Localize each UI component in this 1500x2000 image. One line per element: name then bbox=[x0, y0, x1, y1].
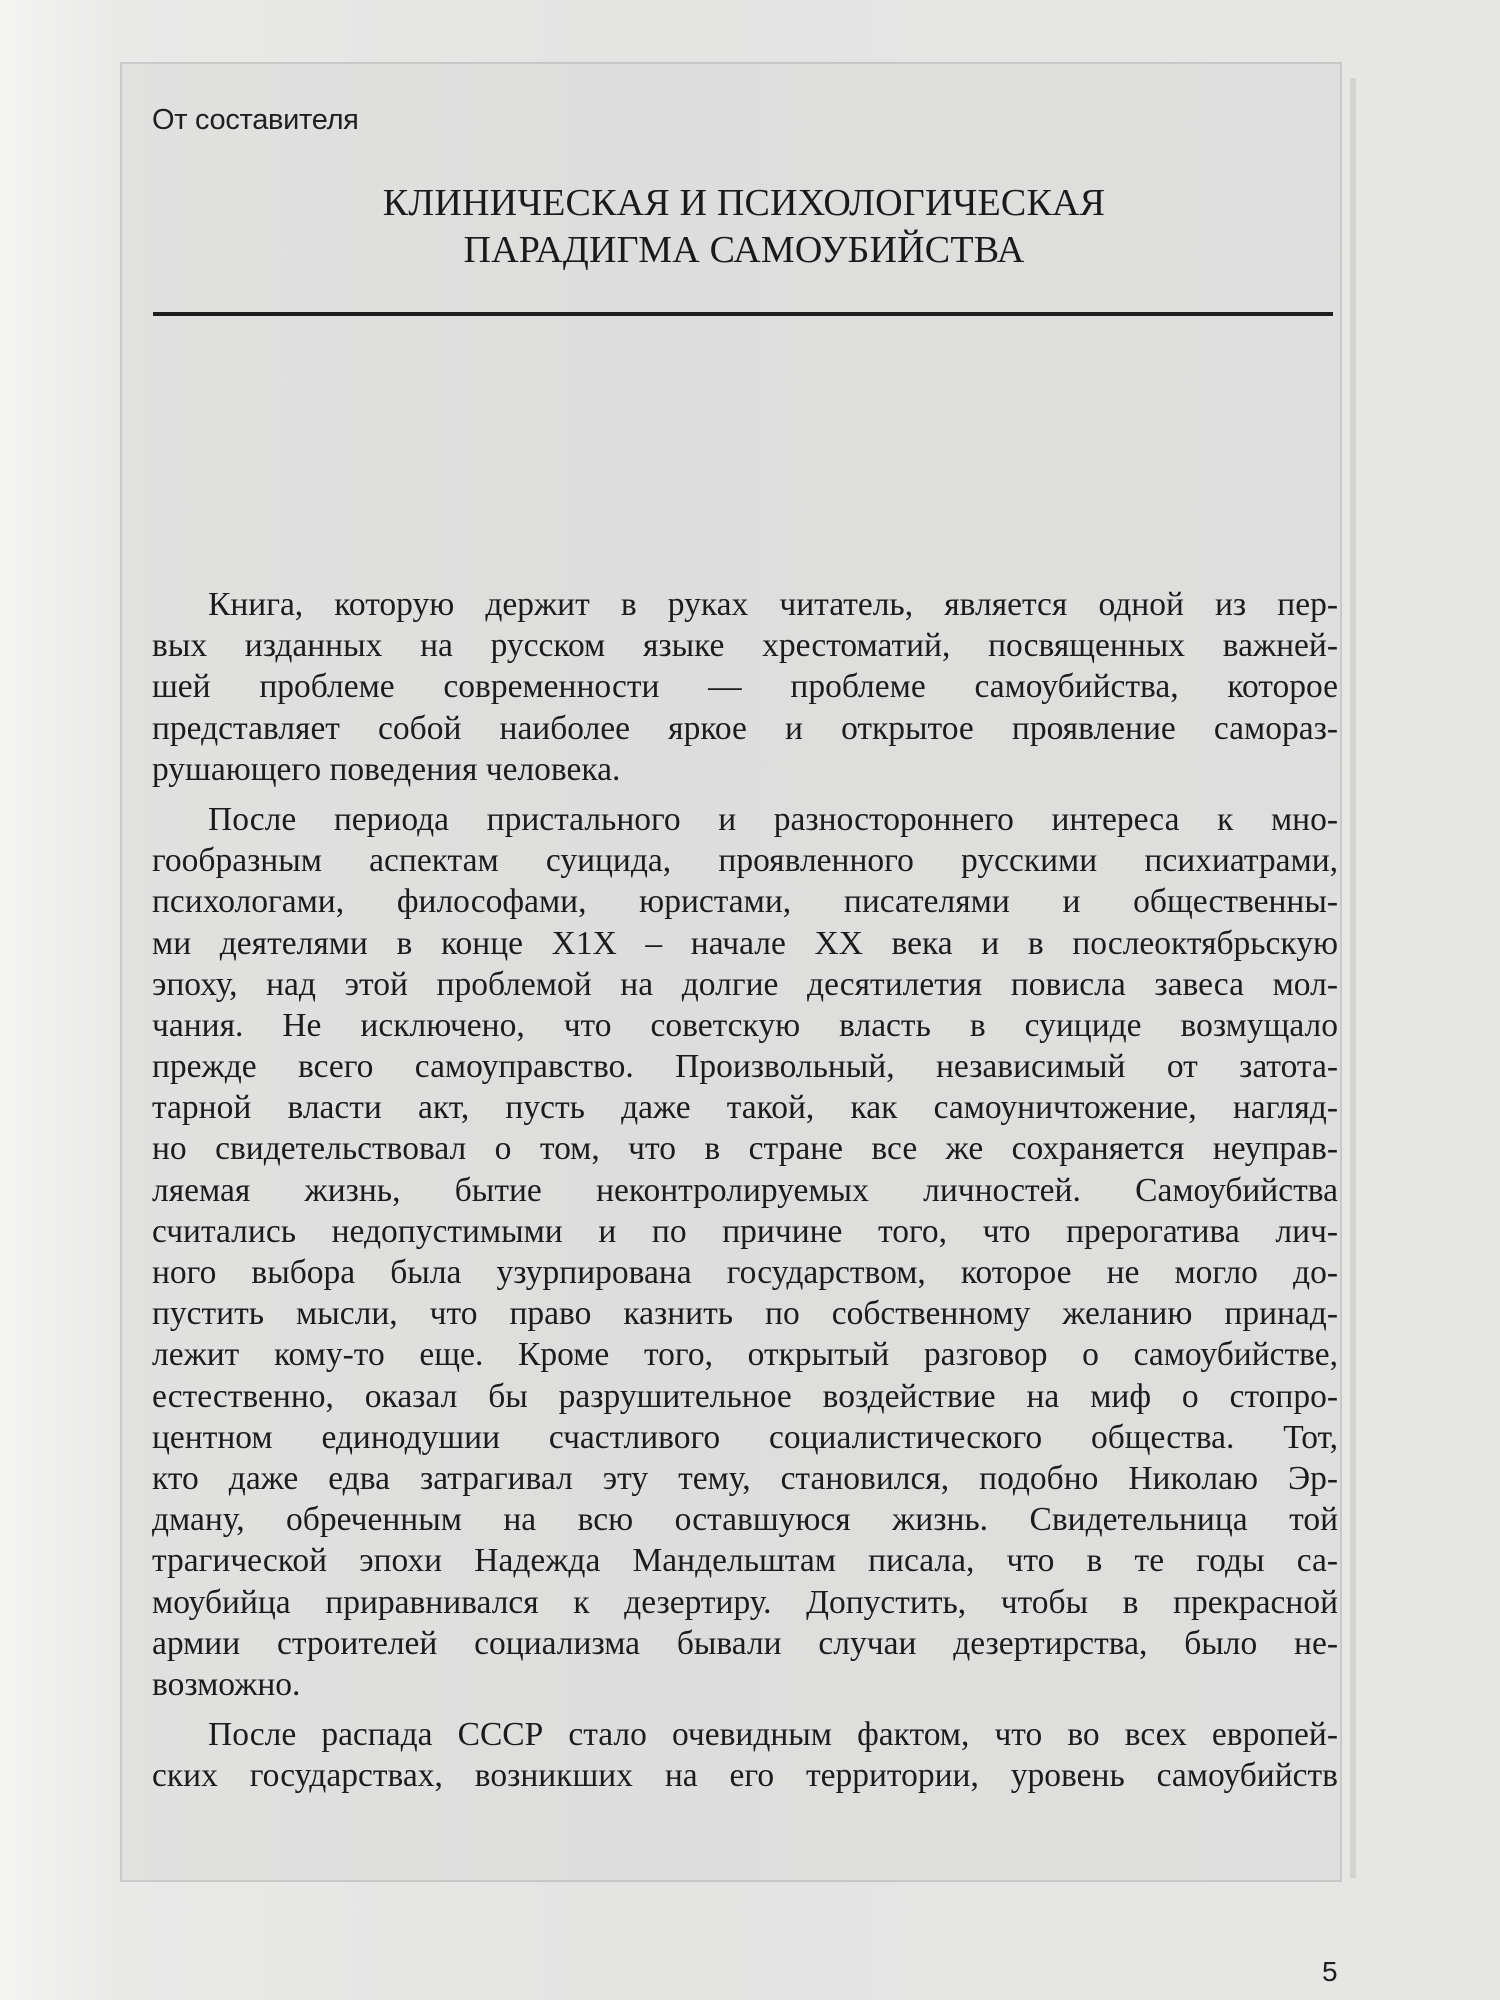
paragraph-gap bbox=[152, 790, 1338, 799]
text-line: лежит кому-то еще. Кроме того, открытый разговор о самоубийстве, bbox=[152, 1336, 1338, 1374]
text-line: После периода пристального и разностороннего интереса к мно- bbox=[208, 800, 1338, 838]
text-line: моубийца приравнивался к дезертиру. Допустить, чтобы в прекрасной bbox=[152, 1583, 1338, 1621]
text-line: ляемая жизнь, бытие неконтролируемых личностей. Самоубийства bbox=[152, 1171, 1338, 1209]
paragraph bbox=[152, 799, 1338, 1705]
paragraph-gap bbox=[152, 1705, 1338, 1714]
text-line: центном единодушии счастливого социалистического общества. Тот, bbox=[152, 1418, 1338, 1456]
text-line: представляет собой наиболее яркое и открытое проявление самораз- bbox=[152, 709, 1338, 747]
text-line: психологами, философами, юристами, писателями и общественны- bbox=[152, 883, 1338, 921]
text-line: гообразным аспектам суицида, проявленного русскими психиатрами, bbox=[152, 842, 1338, 880]
text-line: ских государствах, возникших на его территории, уровень самоубийств bbox=[152, 1757, 1338, 1795]
text-line: После распада СССР стало очевидным фактом, что во всех европей- bbox=[208, 1716, 1338, 1754]
text-line: естественно, оказал бы разрушительное воздействие на миф о стопро- bbox=[152, 1377, 1338, 1415]
page-number: 5 bbox=[1322, 1956, 1338, 1987]
chapter-title-line: КЛИНИЧЕСКАЯ И ПСИХОЛОГИЧЕСКАЯ bbox=[382, 182, 1106, 224]
text-line: ного выбора была узурпирована государством, которое не могло до- bbox=[152, 1254, 1338, 1291]
text-line: возможно. bbox=[152, 1665, 301, 1703]
text-line: кто даже едва затрагивал эту тему, становился, подобно Николаю Эр- bbox=[152, 1459, 1338, 1497]
page-edge-shadow bbox=[1350, 78, 1356, 1878]
text-line: эпоху, над этой проблемой на долгие десятилетия повисла завеса мол- bbox=[152, 965, 1338, 1003]
text-line: Книга, которую держит в руках читатель, является одной из пер- bbox=[208, 586, 1338, 623]
paragraph bbox=[152, 584, 1338, 790]
chapter-title bbox=[150, 180, 1338, 274]
text-line: прежде всего самоуправство. Произвольный, независимый от затота- bbox=[152, 1048, 1338, 1086]
text-line: трагической эпохи Надежда Мандельштам писала, что в те годы са- bbox=[152, 1542, 1338, 1580]
text-line: пустить мысли, что право казнить по собственному желанию принад- bbox=[152, 1295, 1338, 1333]
text-line: армии строителей социализма бывали случаи дезертирства, было не- bbox=[152, 1624, 1338, 1662]
text-line: рушающего поведения человека. bbox=[152, 750, 621, 788]
paragraph bbox=[152, 1714, 1338, 1796]
text-line: вых изданных на русском языке хрестоматий, посвященных важней- bbox=[152, 627, 1338, 665]
text-line: дману, обреченным на всю оставшуюся жизнь. Свидетельница той bbox=[152, 1501, 1338, 1539]
text-line: но свидетельствовал о том, что в стране все же сохраняется неуправ- bbox=[152, 1130, 1338, 1168]
text-line: считались недопустимыми и по причине того, что прерогатива лич- bbox=[152, 1212, 1338, 1250]
text-line: чания. Не исключено, что советскую власть в суициде возмущало bbox=[152, 1006, 1338, 1044]
text-line: шей проблеме современности — проблеме самоубийства, которое bbox=[152, 668, 1338, 706]
text-line: ми деятелями в конце X1X – начале XX века и в послеоктябрьскую bbox=[152, 924, 1338, 962]
body-text bbox=[152, 584, 1338, 1796]
title-divider bbox=[153, 312, 1333, 316]
text-line: тарной власти акт, пусть даже такой, как самоуничтожение, нагляд- bbox=[152, 1089, 1338, 1127]
chapter-title-line: ПАРАДИГМА САМОУБИЙСТВА bbox=[463, 229, 1025, 271]
section-label: От составителя bbox=[152, 104, 359, 136]
